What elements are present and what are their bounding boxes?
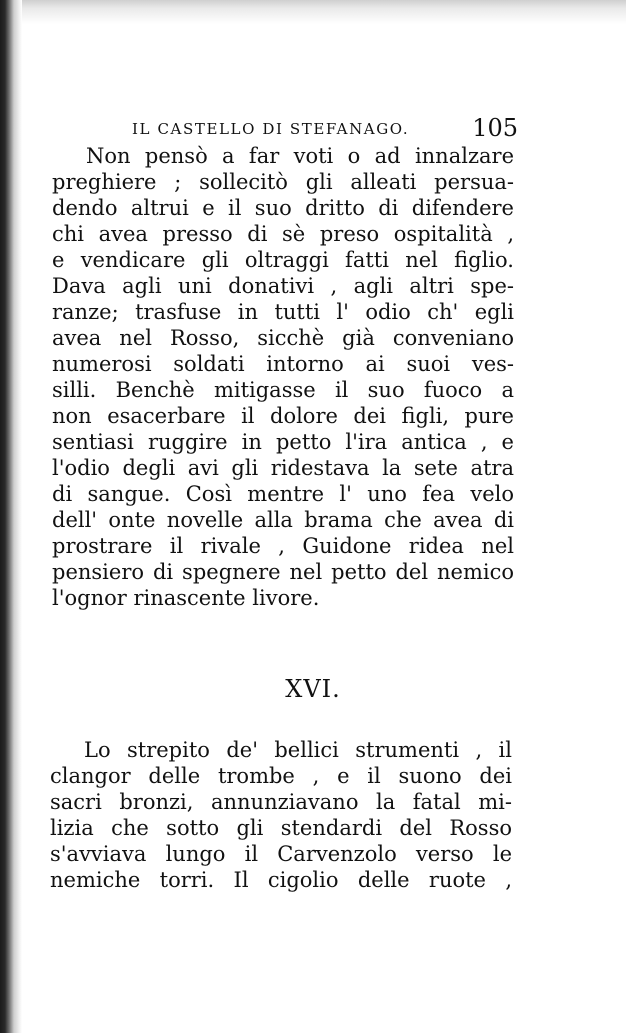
text-line: avea nel Rosso, sicchè già conveniano (52, 326, 514, 350)
text-line: l'odio degli avi gli ridestava la sete atra (52, 456, 514, 480)
running-title: IL CASTELLO DI STEFANAGO. (132, 120, 410, 138)
paragraph-2 (50, 737, 512, 893)
page-number: 105 (472, 114, 518, 142)
section-heading: XVI. (285, 675, 341, 703)
paragraph-1 (52, 143, 514, 611)
text-line: Non pensò a far voti o ad innalzare (86, 144, 514, 168)
text-line: prostrare il rivale , Guidone ridea nel (52, 534, 514, 558)
text-line: chi avea presso di sè preso ospitalità , (52, 222, 514, 246)
text-line: nemiche torri. Il cigolio delle ruote , (50, 868, 512, 892)
text-line: l'ognor rinascente livore. (52, 586, 320, 610)
text-line: lizia che sotto gli stendardi del Rosso (50, 816, 512, 840)
text-line: silli. Benchè mitigasse il suo fuoco a (52, 378, 514, 402)
text-line: s'avviava lungo il Carvenzolo verso le (50, 842, 512, 866)
text-line: preghiere ; sollecitò gli alleati persua- (52, 170, 514, 194)
text-line: sentiasi ruggire in petto l'ira antica , e (52, 430, 514, 454)
text-line: dell' onte novelle alla brama che avea di (52, 508, 514, 532)
text-line: sacri bronzi, annunziavano la fatal mi- (50, 790, 512, 814)
text-line: Lo strepito de' bellici strumenti , il (84, 738, 512, 762)
page-top-edge (0, 0, 626, 24)
text-line: ranze; trasfuse in tutti l' odio ch' egli (52, 300, 514, 324)
text-line: clangor delle trombe , e il suono dei (50, 764, 512, 788)
text-line: pensiero di spegnere nel petto del nemico (52, 560, 514, 584)
text-line: e vendicare gli oltraggi fatti nel figlio. (52, 248, 514, 272)
text-line: Dava agli uni donativi , agli altri spe- (52, 274, 514, 298)
text-line: numerosi soldati intorno ai suoi ves- (52, 352, 514, 376)
page-binding-edge (0, 0, 22, 1033)
text-line: di sangue. Così mentre l' uno fea velo (52, 482, 514, 506)
text-line: dendo altrui e il suo dritto di difendere (52, 196, 514, 220)
text-line: non esacerbare il dolore dei figli, pure (52, 404, 514, 428)
